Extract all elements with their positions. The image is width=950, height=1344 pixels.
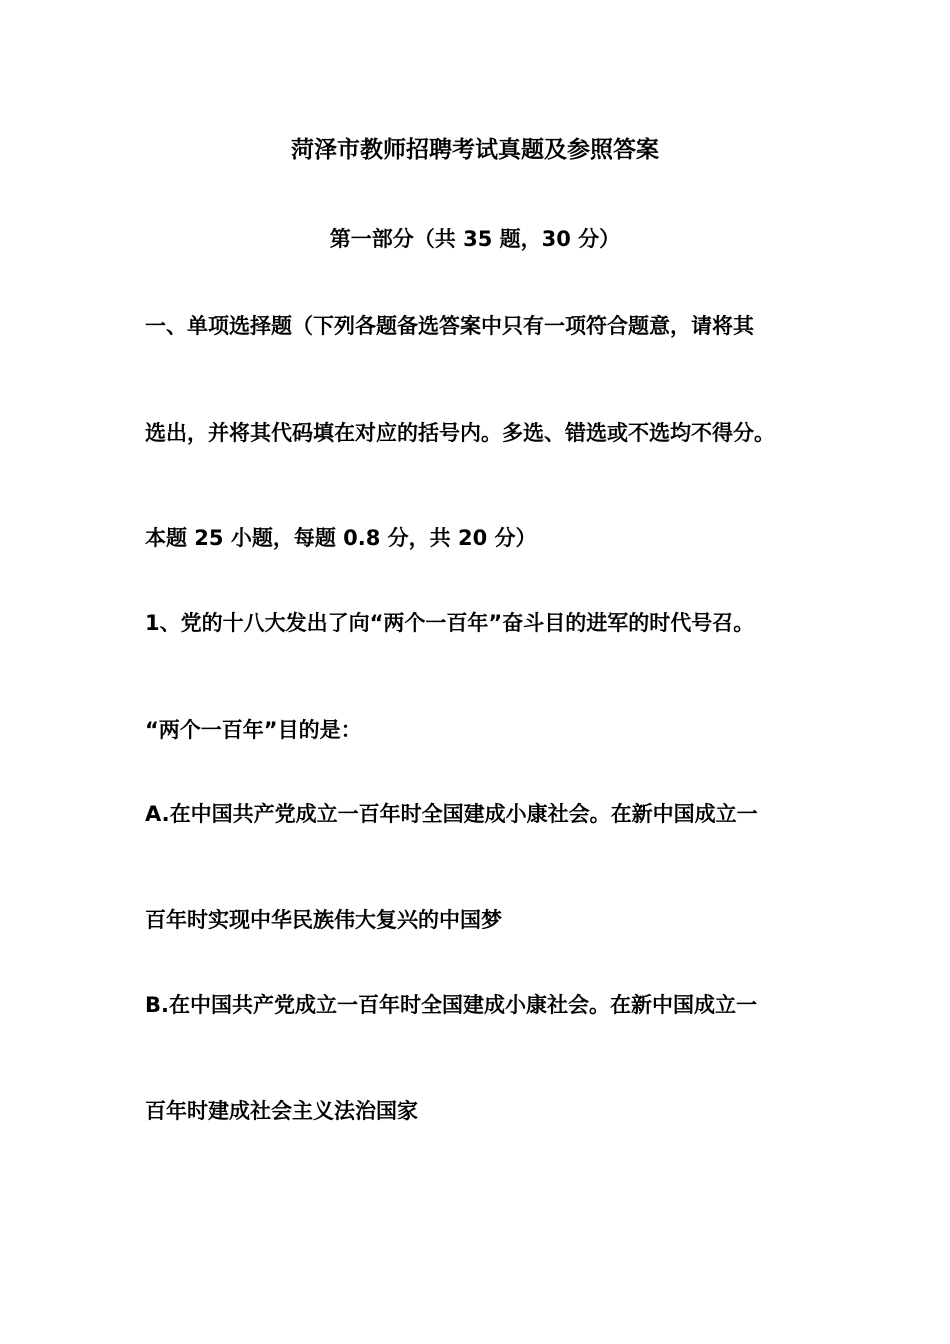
option-b-line-1: B.在中国共产党成立一百年时全国建成小康社会。在新中国成立一 <box>145 993 757 1017</box>
section-instructions-line-3: 本题 25 小题，每题 0.8 分，共 20 分） <box>145 526 537 550</box>
question-1-stem-line-1: 1、党的十八大发出了向“两个一百年”奋斗目的进军的时代号召。 <box>145 611 755 635</box>
option-b-line-2: 百年时建成社会主义法治国家 <box>145 1099 418 1123</box>
section-instructions-line-2: 选出，并将其代码填在对应的括号内。多选、错选或不选均不得分。 <box>145 421 775 445</box>
part-heading: 第一部分（共 35 题，30 分） <box>329 227 621 251</box>
option-a-line-2: 百年时实现中华民族伟大复兴的中国梦 <box>145 908 502 932</box>
option-a-line-1: A.在中国共产党成立一百年时全国建成小康社会。在新中国成立一 <box>145 802 758 826</box>
document-title: 菏泽市教师招聘考试真题及参照答案 <box>291 137 659 163</box>
section-instructions-line-1: 一、单项选择题（下列各题备选答案中只有一项符合题意，请将其 <box>145 314 754 338</box>
question-1-stem-line-2: “两个一百年”目的是： <box>145 718 362 742</box>
